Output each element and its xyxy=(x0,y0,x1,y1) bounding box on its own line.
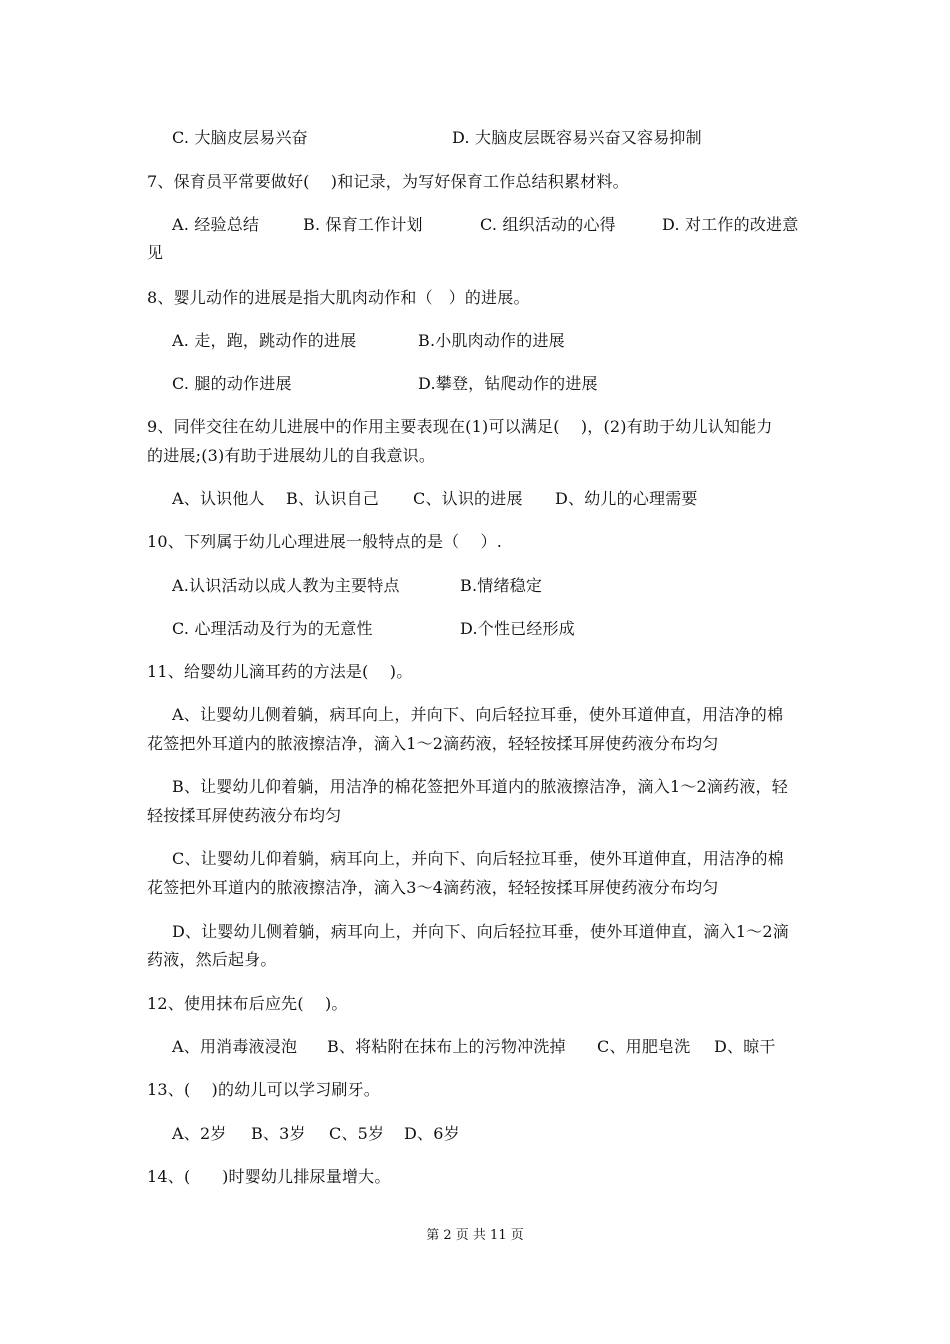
q7-option-a: A. 经验总结 xyxy=(172,215,260,234)
q13-option-b: B、3岁 xyxy=(251,1124,306,1143)
q11-stem: 11、给婴幼儿滴耳药的方法是( )。 xyxy=(147,662,413,681)
q8-option-d: D.攀登，钻爬动作的进展 xyxy=(418,374,598,393)
q13-option-d: D、6岁 xyxy=(404,1124,460,1143)
q9-option-d: D、幼儿的心理需要 xyxy=(555,489,698,508)
q9-option-b: B、认识自己 xyxy=(286,489,379,508)
q10-option-c: C. 心理活动及行为的无意性 xyxy=(172,619,373,638)
q11-option-d: D、让婴幼儿侧着躺，病耳向上，并向下、向后轻拉耳垂，使外耳道伸直，滴入1～2滴 xyxy=(172,922,789,941)
q12-option-d: D、晾干 xyxy=(714,1037,776,1056)
q10-stem: 10、下列属于幼儿心理进展一般特点的是（ ）. xyxy=(147,532,502,551)
q7-stem: 7、保育员平常要做好( )和记录，为写好保育工作总结积累材料。 xyxy=(147,172,629,191)
q11-option-b-cont: 轻按揉耳屏使药液分布均匀 xyxy=(147,806,342,825)
q13-stem: 13、( )的幼儿可以学习刷牙。 xyxy=(147,1080,380,1099)
q12-option-b: B、将粘附在抹布上的污物冲洗掉 xyxy=(327,1037,566,1056)
q6-option-c: C. 大脑皮层易兴奋 xyxy=(172,128,308,147)
q9-option-a: A、认识他人 xyxy=(172,489,265,508)
q11-option-d-cont: 药液，然后起身。 xyxy=(147,950,277,969)
q12-option-c: C、用肥皂洗 xyxy=(597,1037,691,1056)
q9-option-c: C、认识的进展 xyxy=(413,489,523,508)
q10-option-b: B.情绪稳定 xyxy=(460,576,543,595)
q11-option-c: C、让婴幼儿仰着躺，病耳向上，并向下、向后轻拉耳垂，使外耳道伸直，用洁净的棉 xyxy=(172,849,784,868)
q11-option-c-cont: 花签把外耳道内的脓液擦洁净，滴入3～4滴药液，轻轻按揉耳屏使药液分布均匀 xyxy=(147,878,719,897)
q10-option-a: A.认识活动以成人教为主要特点 xyxy=(172,576,400,595)
q11-option-b: B、让婴幼儿仰着躺，用洁净的棉花签把外耳道内的脓液擦洁净，滴入1～2滴药液，轻 xyxy=(172,777,788,796)
q12-stem: 12、使用抹布后应先( )。 xyxy=(147,994,348,1013)
page-footer: 第 2 页 共 11 页 xyxy=(426,1228,524,1243)
q8-option-a: A. 走，跑，跳动作的进展 xyxy=(172,331,357,350)
q6-option-d: D. 大脑皮层既容易兴奋又容易抑制 xyxy=(452,128,702,147)
q7-option-b: B. 保育工作计划 xyxy=(303,215,423,234)
q7-option-d: D. 对工作的改进意 xyxy=(662,215,799,234)
q7-option-d-cont: 见 xyxy=(147,243,164,262)
q11-option-a: A、让婴幼儿侧着躺，病耳向上，并向下、向后轻拉耳垂，使外耳道伸直，用洁净的棉 xyxy=(172,705,784,724)
q9-stem-cont: 的进展;(3)有助于进展幼儿的自我意识。 xyxy=(147,446,436,465)
q8-stem: 8、婴儿动作的进展是指大肌肉动作和（ ）的进展。 xyxy=(147,288,530,307)
q11-option-a-cont: 花签把外耳道内的脓液擦洁净，滴入1～2滴药液，轻轻按揉耳屏使药液分布均匀 xyxy=(147,734,719,753)
q14-stem: 14、( )时婴幼儿排尿量增大。 xyxy=(147,1167,391,1186)
q13-option-c: C、5岁 xyxy=(329,1124,385,1143)
q8-option-b: B.小肌肉动作的进展 xyxy=(418,331,565,350)
q7-option-c: C. 组织活动的心得 xyxy=(480,215,616,234)
q8-option-c: C. 腿的动作进展 xyxy=(172,374,292,393)
q12-option-a: A、用消毒液浸泡 xyxy=(172,1037,298,1056)
q10-option-d: D.个性已经形成 xyxy=(460,619,575,638)
q13-option-a: A、2岁 xyxy=(172,1124,227,1143)
q9-stem: 9、同伴交往在幼儿进展中的作用主要表现在(1)可以满足( )，(2)有助于幼儿认知能力 xyxy=(147,417,773,436)
